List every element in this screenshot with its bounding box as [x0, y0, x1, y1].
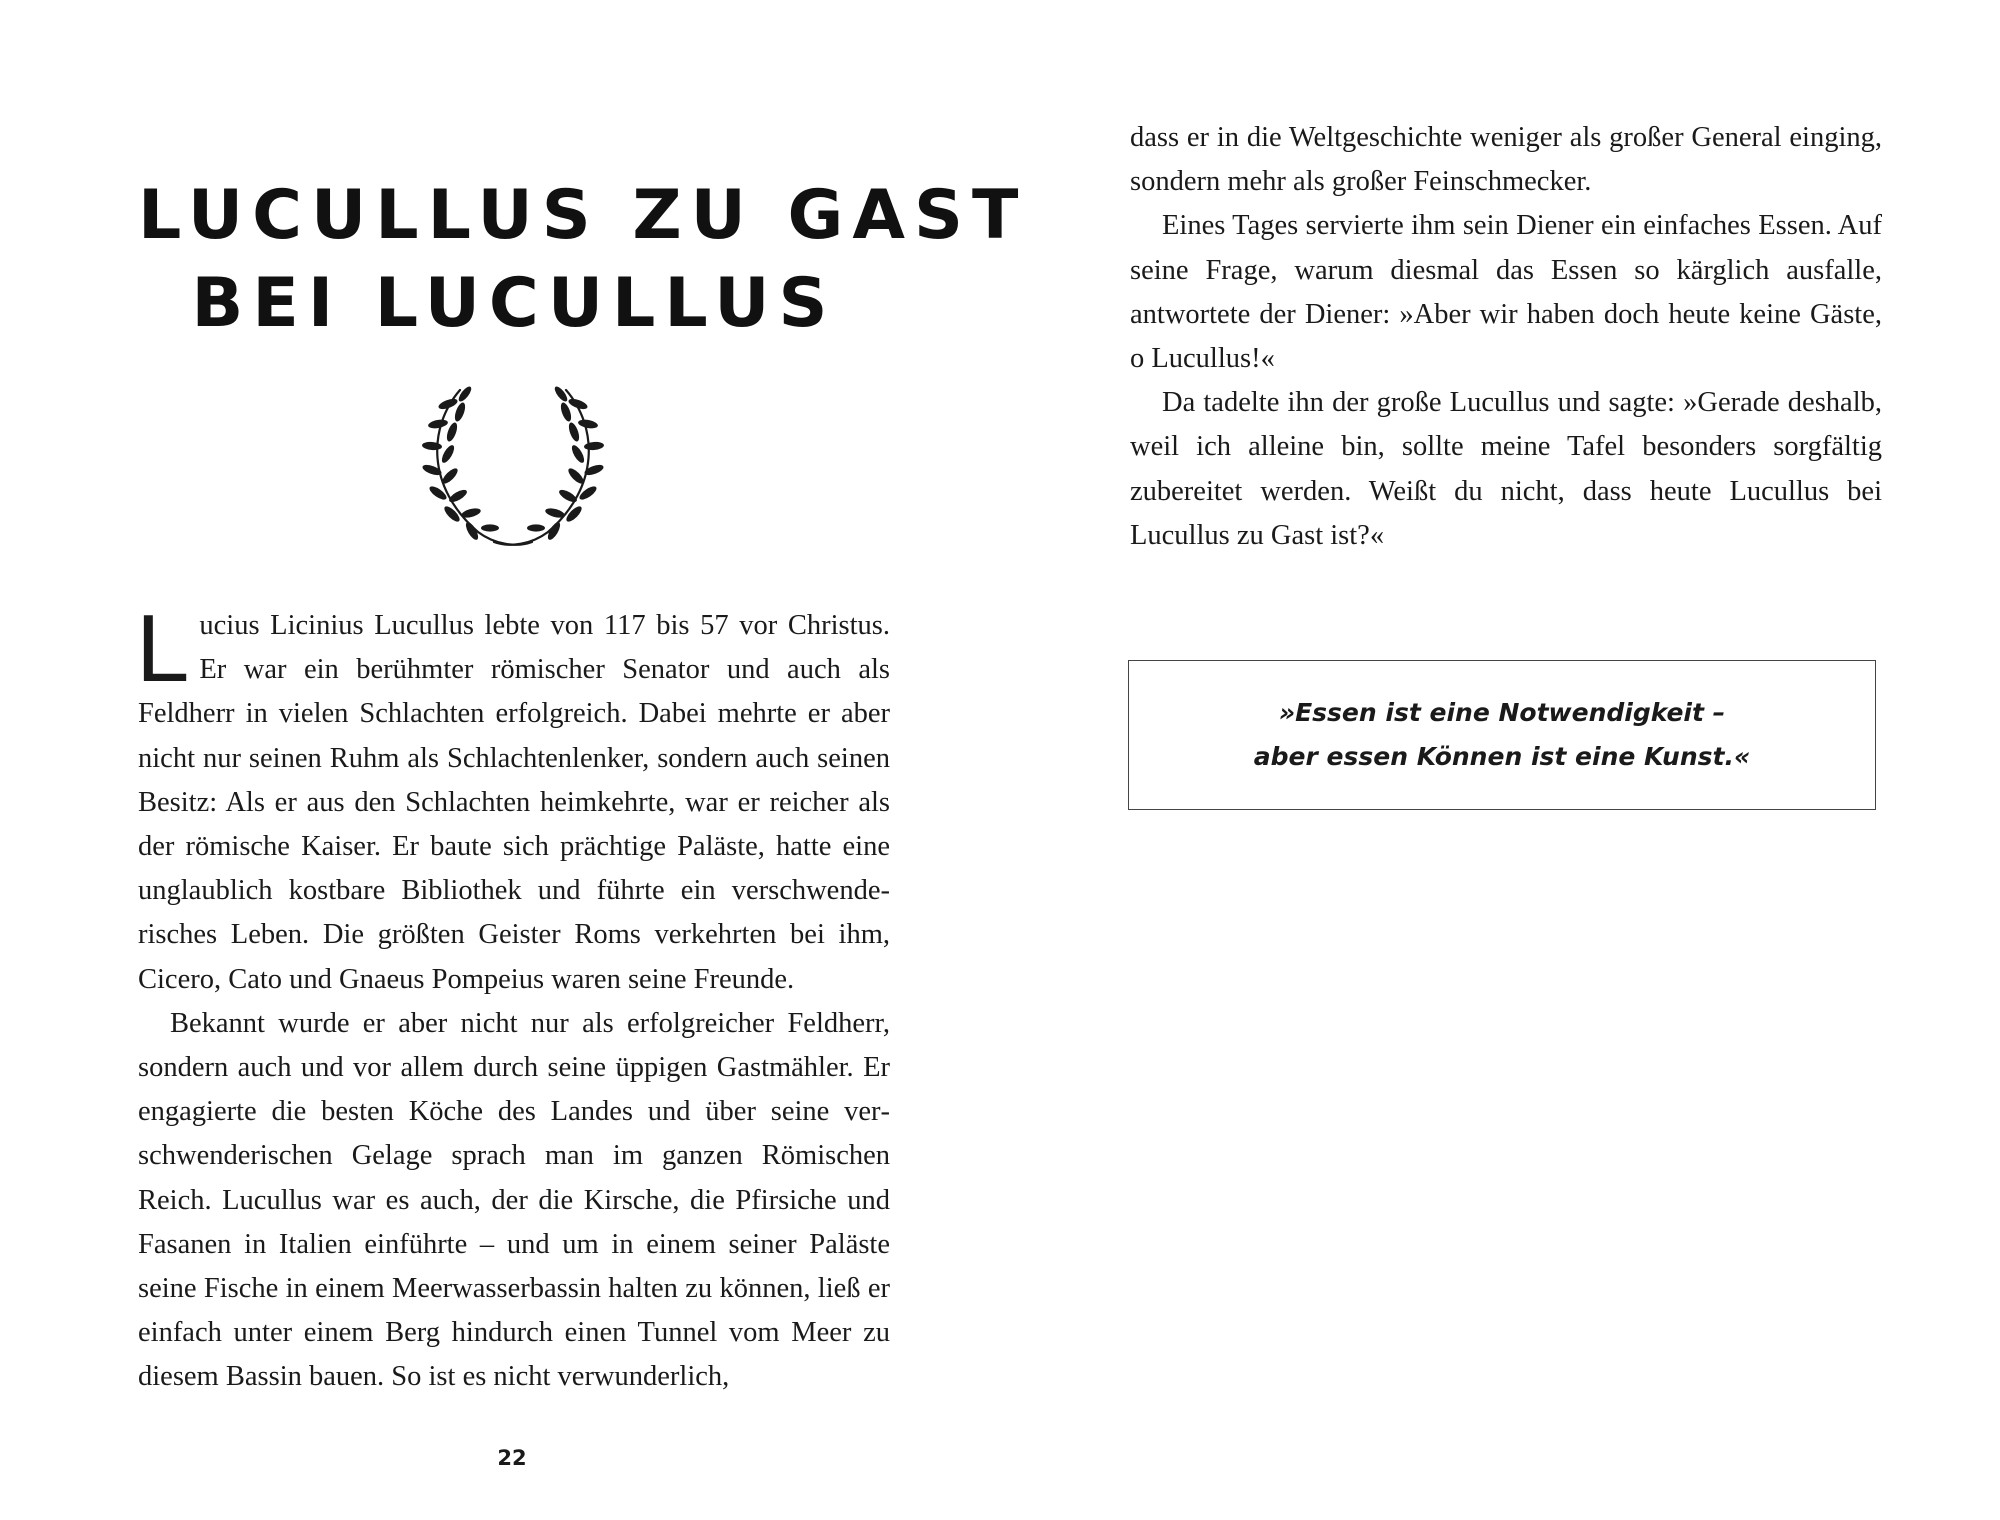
chapter-title: [138, 172, 1028, 348]
page-number: 22: [497, 1446, 527, 1470]
quote-line-2: aber essen Können ist eine Kunst.«: [1253, 742, 1751, 771]
chapter-title-line-1: LUCULLUS ZU GAST: [138, 176, 1028, 255]
left-paragraph-1: [136, 595, 890, 1002]
left-paragraph-2: Bekannt wurde er aber nicht nur als erfolgreicher Feldherr, sondern auch und vor allem durch seine üppigen Gastmähler. Er engagierte die besten Köche des Landes und über seine verschwenderischen Gelage sprach man im ganzen Römischen Reich. Lucullus war es auch, der die Kirsche, die Pfirsiche und Fasanen in Italien einführte – und um in einem seiner Paläste seine Fische in einem Meerwasserbassin halten zu können, ließ er einfach unter einem Berg hindurch einen Tunnel vom Meer zu diesem Bassin bauen. So ist es nicht verwunderlich,: [138, 1007, 890, 1393]
drop-cap: L: [136, 595, 190, 702]
laurel-wreath-icon: [420, 382, 606, 552]
chapter-title-line-2: BEI LUCULLUS: [191, 264, 837, 343]
quote-box: [1128, 660, 1876, 810]
right-paragraph-1: dass er in die Weltgeschichte weniger als großer General einging, sondern mehr als großer Feinschmecker.: [1130, 122, 1882, 198]
right-text-column: [1130, 116, 1882, 558]
left-paragraph-1-text: ucius Licinius Lucullus lebte von 117 bis 57 vor Christus. Er war ein berühmter römischer Senator und auch als Feldherr in vielen Schlachten erfolgreich. Dabei mehrte er aber nicht nur seinen Ruhm als Schlachtenlenker, sondern auch seinen Besitz: Als er aus den Schlachten heimkehrte, war er reicher als der römische Kaiser. Er baute sich prächtige Paläste, hatte eine unglaublich kostbare Bibliothek und führte ein verschwenderisches Leben. Die größten Geister Roms verkehrten bei ihm, Cicero, Cato und Gnaeus Pompeius waren seine Freunde.: [138, 610, 890, 995]
left-text-column: [136, 595, 890, 1400]
quote-line-1: »Essen ist eine Notwendigkeit –: [1278, 698, 1726, 727]
right-paragraph-3: Da tadelte ihn der große Lucullus und sagte: »Gerade deshalb, weil ich alleine bin, sollte meine Tafel besonders sorgfältig zubereitet werden. Weißt du nicht, dass heute Lucullus bei Lucullus zu Gast ist?«: [1130, 387, 1882, 551]
right-paragraph-2: Eines Tages servierte ihm sein Diener ein einfaches Essen. Auf seine Frage, warum diesmal das Essen so kärglich ausfalle, antwortete der Diener: »Aber wir haben doch heute keine Gäste, o Lucullus!«: [1130, 210, 1882, 375]
